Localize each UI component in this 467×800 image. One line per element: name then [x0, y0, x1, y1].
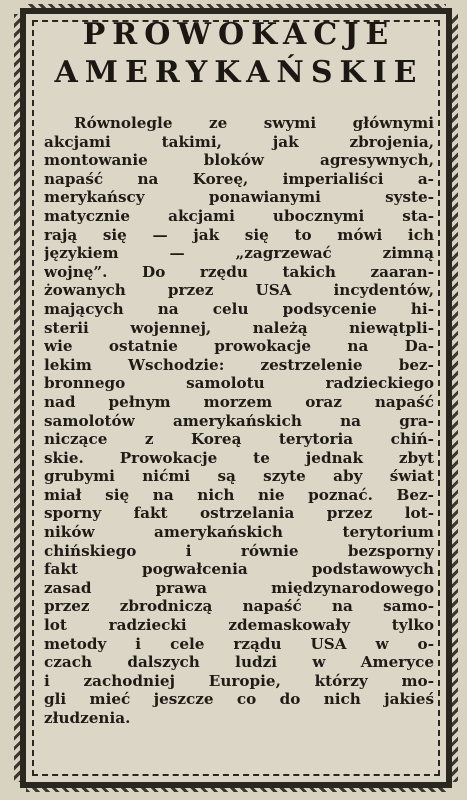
article-line: lekim Wschodzie: zestrzelenie bez- — [44, 355, 434, 374]
article-line: i zachodniej Europie, którzy mo- — [44, 671, 434, 690]
article-line: akcjami takimi, jak zbrojenia, — [44, 132, 434, 151]
article-line: samolotów amerykańskich na gra- — [44, 411, 434, 430]
article-line: matycznie akcjami ubocznymi sta- — [44, 206, 434, 225]
article-line: napaść na Koreę, imperialiści a- — [44, 169, 434, 188]
border-zigzag-bottom — [26, 784, 446, 792]
article-line: czach dalszych ludzi w Ameryce — [44, 653, 434, 672]
article-line: niczące z Koreą terytoria chiń- — [44, 430, 434, 449]
article-line: żowanych przez USA incydentów, — [44, 281, 434, 300]
article-line: merykańscy ponawianymi syste- — [44, 188, 434, 207]
headline-line-2: AMERYKAŃSKIE — [54, 55, 424, 90]
article-line: Równolegle ze swymi głównymi — [74, 114, 434, 132]
article-line: sporny fakt ostrzelania przez lot- — [44, 504, 434, 523]
article-line: lot radziecki zdemaskowały tylko — [44, 616, 434, 635]
article-headline — [44, 16, 434, 92]
headline-line-1: PROWOKACJE — [82, 17, 396, 52]
article-line: ników amerykańskich terytorium — [44, 523, 434, 542]
border-zigzag-left — [14, 14, 24, 782]
article-line: fakt pogwałcenia podstawowych — [44, 560, 434, 579]
article-line: bronnego samolotu radzieckiego — [44, 374, 434, 393]
article-line: metody i cele rządu USA w o- — [44, 634, 434, 653]
border-zigzag-top — [26, 4, 446, 12]
article-line: skie. Prowokacje te jednak zbyt — [44, 448, 434, 467]
article-line: rają się — jak się to mówi ich — [44, 225, 434, 244]
article-line: chińskiego i równie bezsporny — [44, 541, 434, 560]
article-line: zasad prawa międzynarodowego — [44, 578, 434, 597]
article-line: przez zbrodniczą napaść na samo- — [44, 597, 434, 616]
article-line: językiem — „zagrzewać zimną — [44, 244, 434, 263]
article — [44, 16, 434, 728]
article-line: montowanie bloków agresywnych, — [44, 151, 434, 170]
article-line: gli mieć jeszcze co do nich jakieś — [44, 690, 434, 709]
article-body — [44, 114, 434, 728]
article-line: sterii wojennej, należą niewątpli- — [44, 318, 434, 337]
article-line: miał się na nich nie poznać. Bez- — [44, 485, 434, 504]
article-line: mających na celu podsycenie hi- — [44, 299, 434, 318]
article-line: wojnę”. Do rzędu takich zaaran- — [44, 262, 434, 281]
article-line: złudzenia. — [44, 709, 131, 727]
article-line: nad pełnym morzem oraz napaść — [44, 392, 434, 411]
article-line: grubymi nićmi są szyte aby świat — [44, 467, 434, 486]
article-line: wie ostatnie prowokacje na Da- — [44, 337, 434, 356]
border-zigzag-right — [448, 14, 458, 782]
